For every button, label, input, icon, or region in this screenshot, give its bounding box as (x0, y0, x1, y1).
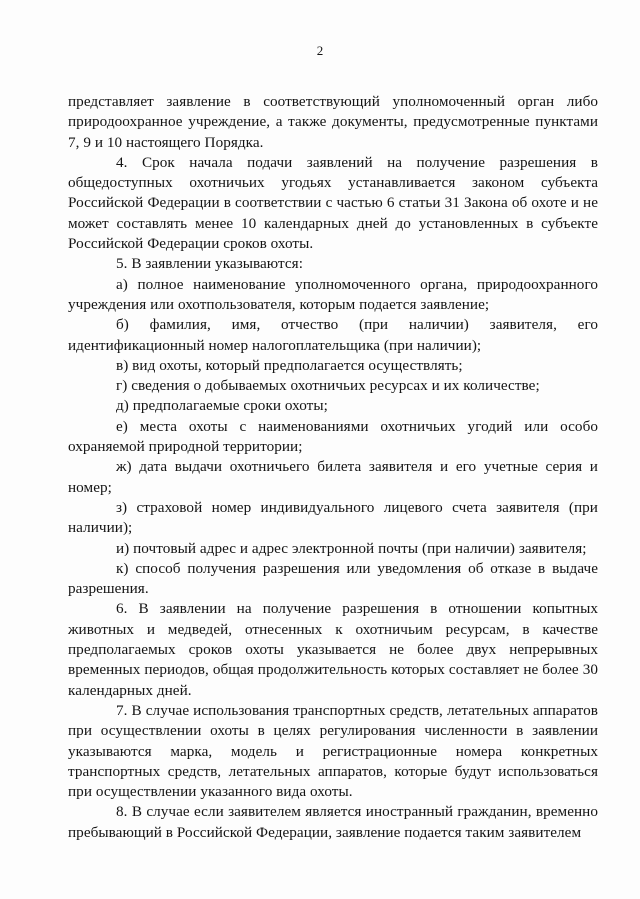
paragraph-item-5: 5. В заявлении указываются: (116, 255, 303, 273)
paragraph-intro: представляет заявление в соответствующий уполномоченный орган либо природоохранное учреждение, а также документы, предусмотренные пунктами 7, 9 и 10 настоящего Порядка. (68, 93, 598, 151)
subitem-a: а) полное наименование уполномоченного органа, природоохранного учреждения или охотпользователя, которым подается заявление; (68, 275, 598, 313)
document-body (68, 92, 598, 843)
paragraph-item-7: 7. В случае использования транспортных средств, летательных аппаратов при осуществлении охоты в целях регулирования численности в заявлении указываются марка, модель и регистрационные номера конкретных транспортных средств, летательных аппаратов, которые будут использоваться при осуществлении указанного вида охоты. (68, 701, 598, 801)
paragraph-item-8: 8. В случае если заявителем является иностранный гражданин, временно пребывающий в Российской Федерации, заявление подается таким заявителем (68, 803, 598, 841)
subitem-zh: ж) дата выдачи охотничьего билета заявителя и его учетные серия и номер; (68, 458, 598, 496)
subitem-z: з) страховой номер индивидуального лицевого счета заявителя (при наличии); (68, 498, 598, 537)
paragraph-item-6: 6. В заявлении на получение разрешения в отношении копытных животных и медведей, отнесенных к охотничьим ресурсам, в качестве предполагаемых сроков охоты указывается не более двух непрерывных временных периодов, общая продолжительность которых составляет не более 30 календарных дней. (68, 600, 598, 699)
subitem-k: к) способ получения разрешения или уведомления об отказе в выдаче разрешения. (68, 559, 598, 598)
subitem-i: и) почтовый адрес и адрес электронной почты (при наличии) заявителя; (116, 539, 587, 557)
subitem-g: г) сведения о добываемых охотничьих ресурсах и их количестве; (116, 377, 540, 395)
subitem-d: д) предполагаемые сроки охоты; (116, 397, 328, 415)
page-number: 2 (316, 43, 324, 58)
subitem-e: е) места охоты с наименованиями охотничьих угодий или особо охраняемой природной территории; (68, 417, 598, 456)
paragraph-item-4: 4. Срок начала подачи заявлений на получение разрешения в общедоступных охотничьих угодьях устанавливается законом субъекта Российской Федерации в соответствии с частью 6 статьи 31 Закона об охоте и не может составлять менее 10 календарных дней до установленных в субъекте Российской Федерации сроков охоты. (68, 153, 598, 253)
subitem-b: б) фамилия, имя, отчество (при наличии) заявителя, его идентификационный номер налогоплательщика (при наличии); (68, 316, 598, 354)
subitem-v: в) вид охоты, который предполагается осуществлять; (116, 356, 463, 374)
